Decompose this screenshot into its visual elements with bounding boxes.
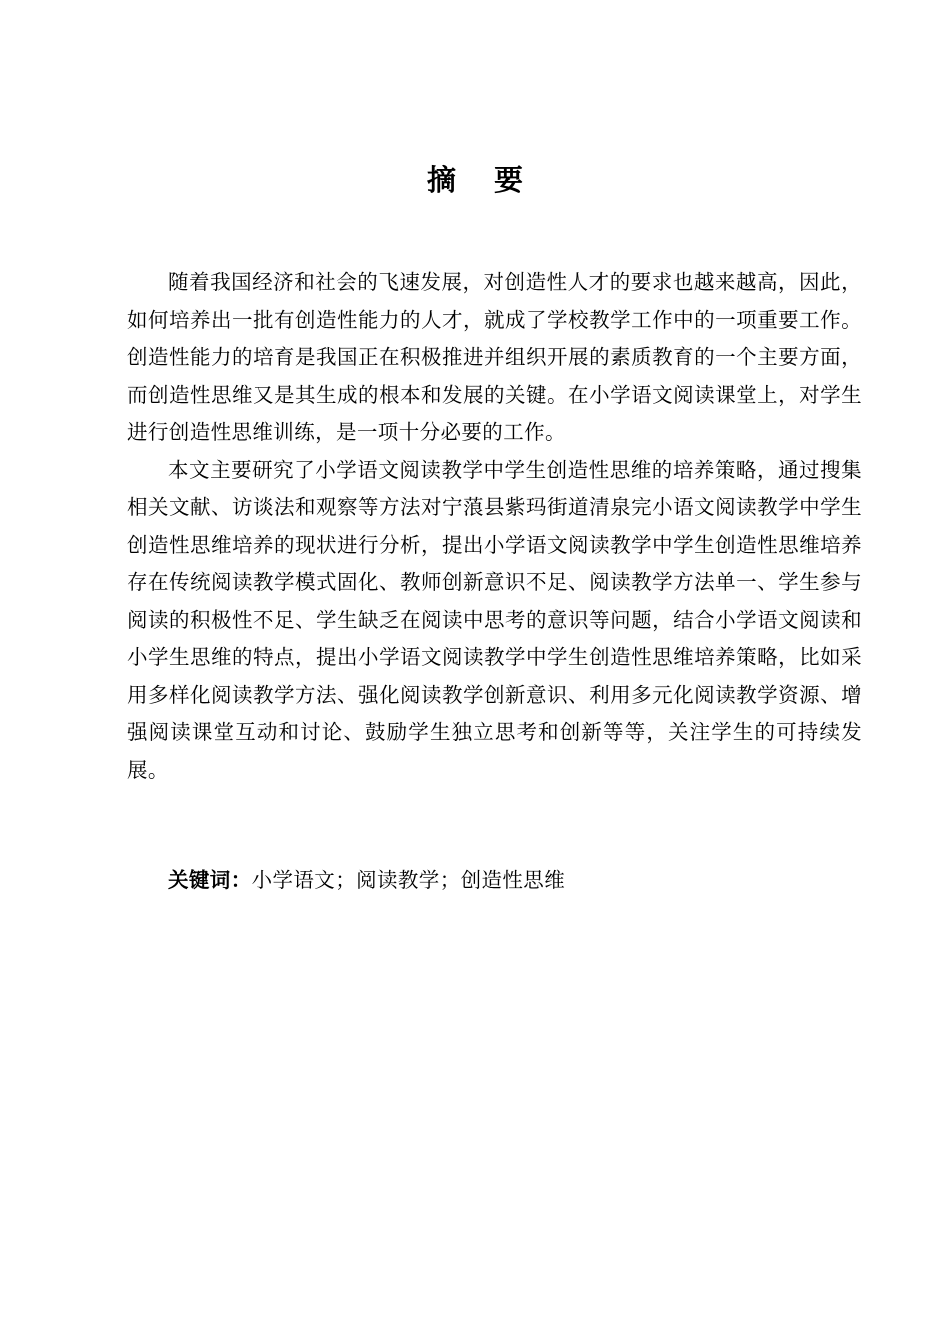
keywords-label: 关键词： [168,868,252,892]
keywords-line [168,862,868,898]
abstract-body [127,264,862,789]
abstract-paragraph-2: 本文主要研究了小学语文阅读教学中学生创造性思维的培养策略，通过搜集相关文献、访谈法和观察等方法对宁蒗县紫玛街道清泉完小语文阅读教学中学生创造性思维培养的现状进行分析，提出小学语文阅读教学中学生创造性思维培养存在传统阅读教学模式固化、教师创新意识不足、阅读教学方法单一、学生参与阅读的积极性不足、学生缺乏在阅读中思考的意识等问题，结合小学语文阅读和小学生思维的特点，提出小学语文阅读教学中学生创造性思维培养策略，比如采用多样化阅读教学方法、强化阅读教学创新意识、利用多元化阅读教学资源、增强阅读课堂互动和讨论、鼓励学生独立思考和创新等等，关注学生的可持续发展。 [127,457,862,782]
abstract-paragraph-1: 随着我国经济和社会的飞速发展，对创造性人才的要求也越来越高，因此，如何培养出一批有创造性能力的人才，就成了学校教学工作中的一项重要工作。创造性能力的培育是我国正在积极推进并组织开展的素质教育的一个主要方面，而创造性思维又是其生成的根本和发展的关键。在小学语文阅读课堂上，对学生进行创造性思维训练，是一项十分必要的工作。 [127,270,862,444]
keywords-values: 小学语文；阅读教学；创造性思维 [251,868,566,892]
abstract-title: 摘要 [426,163,561,197]
